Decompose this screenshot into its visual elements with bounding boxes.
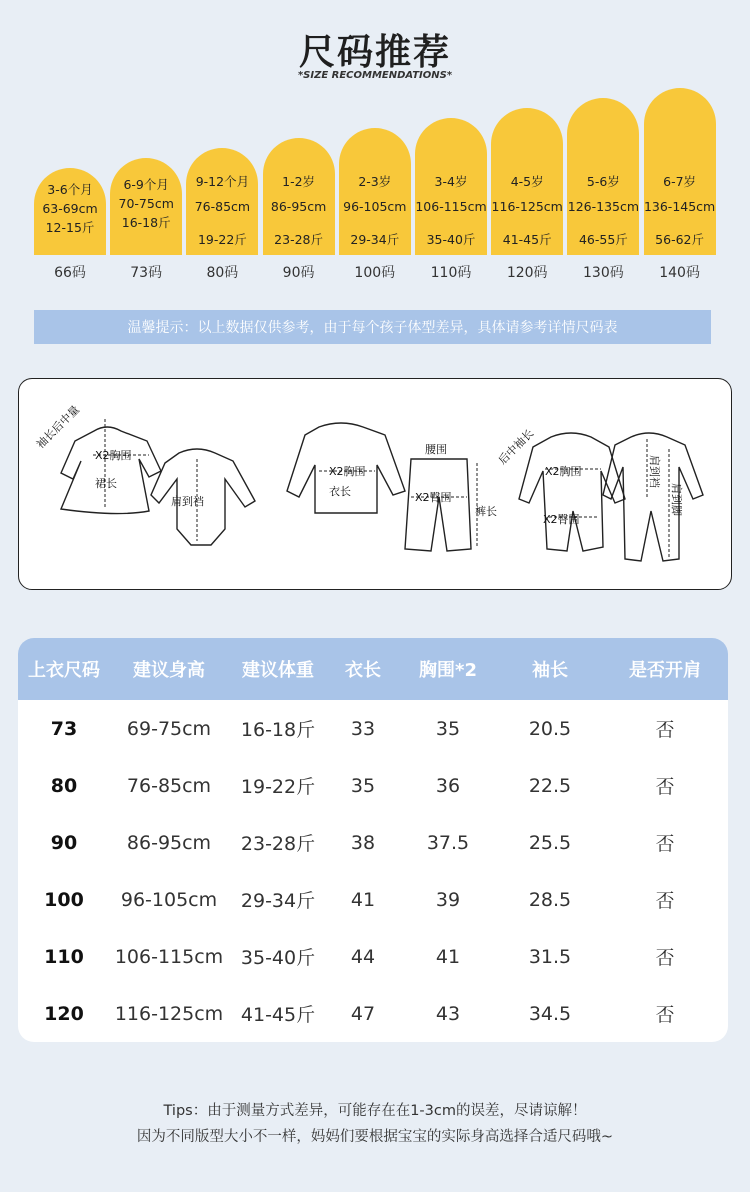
- size-bar-age: 3-4岁: [434, 174, 468, 189]
- size-bar-height: 126-135cm: [567, 199, 640, 214]
- table-cell: 35: [350, 774, 376, 797]
- size-bar-height: 76-85cm: [194, 199, 251, 214]
- table-row: [18, 928, 728, 985]
- table-cell: 16-18斤: [240, 719, 316, 741]
- size-bar: [567, 98, 639, 255]
- dress-outline: [61, 427, 161, 514]
- size-bar-height: 136-145cm: [643, 199, 716, 214]
- label-chest-1: X2胸围: [95, 449, 132, 462]
- size-bar-height: 70-75cm: [118, 196, 174, 211]
- table-cell: 否: [655, 1004, 675, 1026]
- table-cell: 25.5: [528, 831, 572, 854]
- size-bar-height: 86-95cm: [270, 199, 327, 214]
- label-shoulder-foot: 肩到脚: [670, 483, 683, 516]
- footer-line-1: Tips：由于测量方式差异，可能存在在1-3cm的误差，尽请谅解！: [163, 1103, 587, 1119]
- tip-banner: 温馨提示：以上数据仅供参考，由于每个孩子体型差异，具体请参考详情尺码表: [34, 310, 711, 344]
- garment-diagrams: [19, 379, 733, 591]
- table-cell: 47: [350, 1002, 376, 1025]
- label-body-length: 衣长: [329, 485, 351, 498]
- table-cell: 36: [435, 774, 461, 797]
- table-cell: 41: [350, 888, 376, 911]
- table-cell: 90: [50, 831, 78, 854]
- table-cell: 41: [435, 945, 461, 968]
- measurement-illustration: [18, 378, 732, 590]
- table-cell: 35-40斤: [240, 947, 316, 969]
- size-bar-age: 2-3岁: [358, 174, 392, 189]
- size-bar: [415, 118, 487, 255]
- table-header-cell: 建议身高: [133, 660, 205, 681]
- table-cell: 否: [655, 833, 675, 855]
- size-bar-age: 4-5岁: [510, 174, 544, 189]
- table-row: [18, 985, 728, 1042]
- table-cell: 116-125cm: [114, 1002, 224, 1025]
- table-cell: 80: [50, 774, 78, 797]
- size-bar-label: 140码: [659, 265, 700, 281]
- size-bar-age: 3-6个月: [47, 182, 93, 197]
- table-cell: 41-45斤: [240, 1004, 316, 1026]
- table-header-cell: 建议体重: [242, 660, 314, 681]
- label-pants-length: 裤长: [475, 505, 497, 518]
- page-title: 尺码推荐: [298, 32, 451, 73]
- size-bar: [491, 108, 563, 255]
- table-cell: 35: [435, 717, 461, 740]
- table-cell: 22.5: [528, 774, 572, 797]
- size-bar-age: 6-9个月: [123, 177, 169, 192]
- size-bar: [34, 168, 106, 255]
- table-cell: 43: [435, 1002, 461, 1025]
- table-cell: 23-28斤: [240, 833, 316, 855]
- size-bar-weight: 23-28斤: [274, 232, 323, 247]
- label-skirt-length: 裙长: [95, 477, 117, 490]
- size-bar-weight: 56-62斤: [655, 232, 704, 247]
- size-bar: [186, 148, 258, 255]
- table-cell: 否: [655, 890, 675, 912]
- table-cell: 否: [655, 776, 675, 798]
- size-bar-height: 116-125cm: [491, 199, 563, 214]
- size-bar: [339, 128, 411, 255]
- size-bar-weight: 16-18斤: [121, 215, 171, 230]
- size-bar-height: 106-115cm: [415, 199, 487, 214]
- label-sleeve-back-2: 后中袖长: [495, 426, 537, 468]
- label-shoulder-crotch: 肩到裆: [171, 495, 204, 508]
- size-bar-age: 1-2岁: [282, 174, 316, 189]
- table-cell: 86-95cm: [126, 831, 212, 854]
- size-bar-weight: 29-34斤: [350, 232, 400, 247]
- table-cell: 96-105cm: [120, 888, 218, 911]
- table-row: [18, 700, 728, 757]
- size-bar-weight: 35-40斤: [426, 232, 476, 247]
- table-cell: 28.5: [528, 888, 572, 911]
- size-bar-label: 73码: [130, 265, 163, 281]
- label-sleeve-back: 袖长后中量: [33, 403, 83, 452]
- table-header-cell: 衣长: [345, 660, 381, 681]
- size-bar-age: 5-6岁: [586, 174, 620, 189]
- table-header: [18, 638, 728, 700]
- pants-outline: [405, 459, 471, 551]
- size-bar-height: 96-105cm: [343, 199, 407, 214]
- table-cell: 39: [435, 888, 461, 911]
- page-subtitle: *SIZE RECOMMENDATIONS*: [297, 70, 453, 81]
- table-cell: 106-115cm: [114, 945, 224, 968]
- table-cell: 69-75cm: [126, 717, 212, 740]
- table-cell: 29-34斤: [240, 890, 316, 912]
- table-cell: 76-85cm: [126, 774, 212, 797]
- full-romper-outline: [603, 433, 703, 561]
- size-bar-weight: 12-15斤: [45, 220, 95, 235]
- table-header-cell: 袖长: [532, 660, 568, 681]
- size-bar-label: 100码: [354, 265, 396, 281]
- label-hip-1: X2臀围: [415, 491, 452, 504]
- size-bar-height: 63-69cm: [42, 201, 98, 216]
- table-cell: 44: [350, 945, 376, 968]
- size-bar-age: 9-12个月: [195, 174, 250, 189]
- label-hip-2: X2臀围: [543, 513, 580, 526]
- size-table: [18, 638, 728, 1042]
- size-bar-chart: [0, 0, 750, 300]
- size-bar-label: 130码: [583, 265, 624, 281]
- table-cell: 31.5: [528, 945, 572, 968]
- size-bar: [644, 88, 716, 255]
- size-bar-label: 110码: [430, 265, 472, 281]
- table-cell: 100: [44, 888, 84, 911]
- table-cell: 110: [44, 945, 84, 968]
- size-bar-label: 66码: [54, 265, 86, 281]
- table-header-cell: 是否开肩: [629, 660, 701, 681]
- table-cell: 37.5: [426, 831, 470, 854]
- size-bar-weight: 46-55斤: [578, 232, 628, 247]
- table-cell: 否: [655, 719, 675, 741]
- table-header-cell: 上衣尺码: [28, 660, 100, 681]
- label-chest-3: X2胸围: [545, 465, 582, 478]
- table-cell: 20.5: [528, 717, 572, 740]
- size-bar-label: 120码: [506, 265, 548, 281]
- size-bar-label: 90码: [282, 265, 315, 281]
- table-row: [18, 757, 728, 814]
- label-chest-2: X2胸围: [329, 465, 366, 478]
- table-cell: 38: [350, 831, 376, 854]
- table-cell: 34.5: [528, 1002, 572, 1025]
- table-body: [18, 700, 728, 1042]
- size-bar-weight: 41-45斤: [502, 232, 552, 247]
- size-bar-age: 6-7岁: [663, 174, 697, 189]
- size-bar-label: 80码: [206, 265, 239, 281]
- table-header-cell: 胸围*2: [419, 660, 477, 681]
- size-bar-weight: 19-22斤: [197, 232, 247, 247]
- label-shoulder-crotch-2: 肩到裆: [648, 455, 661, 488]
- size-bar: [263, 138, 335, 255]
- table-cell: 73: [50, 717, 78, 740]
- footed-romper-outline: [519, 433, 625, 551]
- footer-tips: [0, 1098, 750, 1150]
- table-row: [18, 814, 728, 871]
- size-bar: [110, 158, 182, 255]
- table-cell: 33: [350, 717, 376, 740]
- footer-line-2: 因为不同版型大小不一样，妈妈们要根据宝宝的实际身高选择合适尺码哦~: [136, 1129, 614, 1145]
- label-waist: 腰围: [425, 443, 447, 456]
- table-cell: 120: [44, 1002, 84, 1025]
- table-cell: 19-22斤: [240, 776, 316, 798]
- table-cell: 否: [655, 947, 675, 969]
- table-row: [18, 871, 728, 928]
